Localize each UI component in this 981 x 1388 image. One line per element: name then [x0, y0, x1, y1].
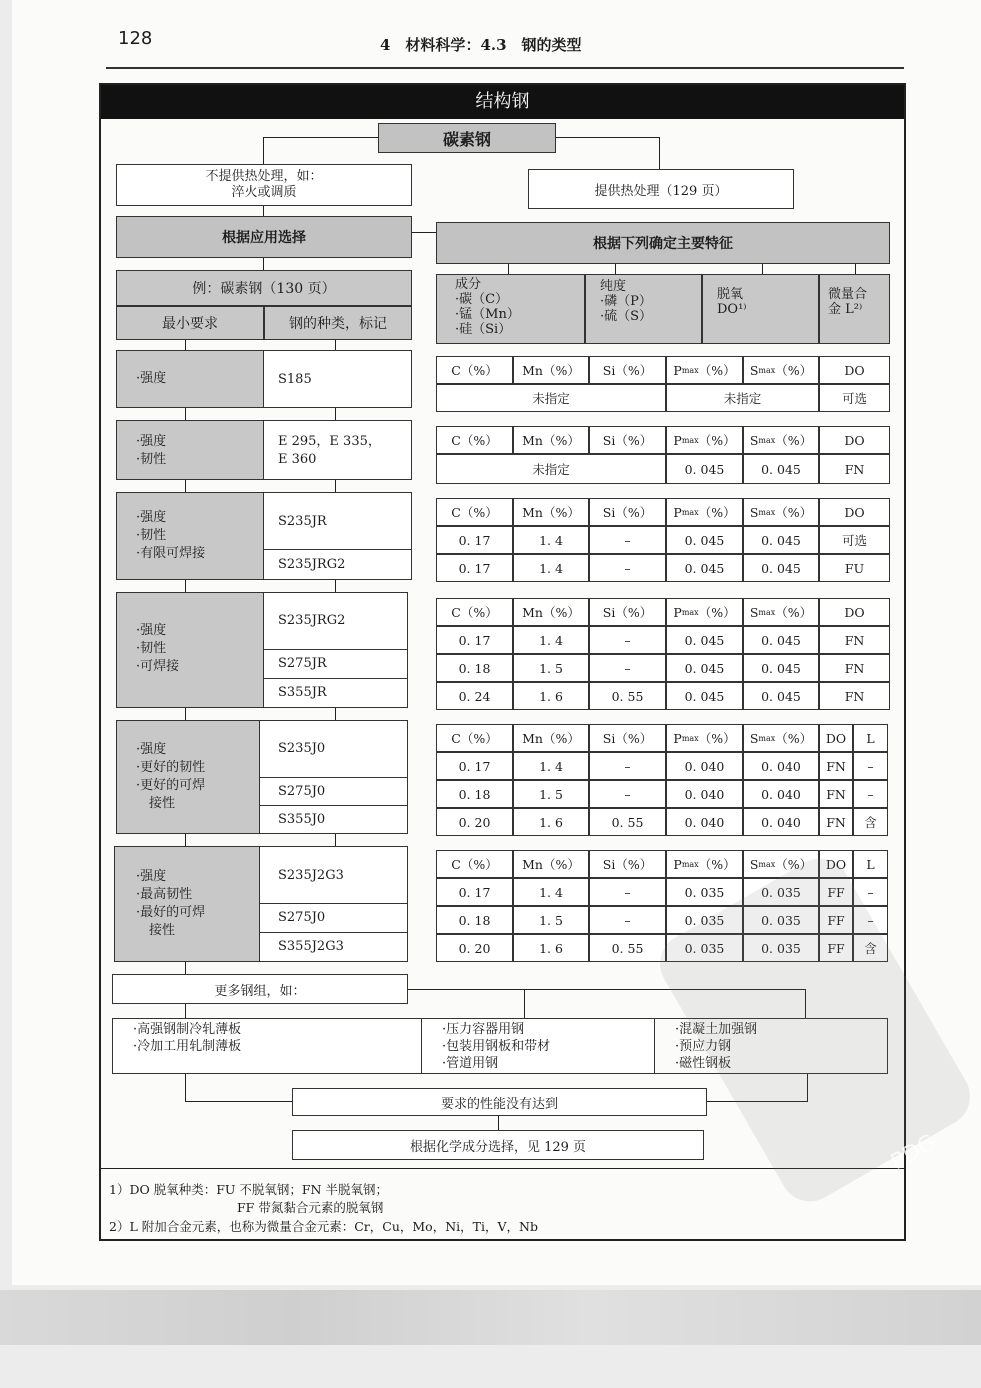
p-cell: 0. 045 — [666, 654, 743, 682]
connector — [185, 834, 186, 846]
p-cell: 0. 045 — [666, 454, 743, 484]
si-cell: – — [589, 906, 666, 934]
connector — [659, 137, 660, 169]
do-cell: FU — [819, 554, 890, 582]
mn-cell: 1. 6 — [513, 808, 589, 836]
do-cell: FN — [819, 454, 890, 484]
footnote-2: 2）L 附加合金元素，也称为微量合金元素：Cr，Cu，Mo，Ni，Ti，V，Nb — [109, 1219, 538, 1234]
p-cell: 0. 035 — [666, 934, 743, 962]
col-pmax: P max （%） — [666, 498, 743, 526]
props-text-2: ·强度 ·韧性 — [136, 434, 167, 467]
col-mn: Mn（%） — [513, 498, 589, 526]
col-smax: S max （%） — [743, 426, 819, 454]
do-cell: FF — [819, 878, 853, 906]
steel-name: S235JRG2 — [278, 557, 346, 572]
footnote-1b: FF 带氮黏合元素的脱氧钢 — [237, 1200, 384, 1215]
connector — [335, 834, 336, 846]
col-mn: Mn（%） — [513, 598, 589, 626]
determine-features: 根据下列确定主要特征 — [436, 222, 890, 264]
s-cell: 0. 045 — [743, 654, 819, 682]
c-cell: 0. 20 — [436, 934, 513, 962]
no-heat-treatment-box: 不提供热处理，如： 淬火或调质 — [116, 164, 412, 206]
header-rule — [106, 67, 904, 69]
col-pmax: P max （%） — [666, 426, 743, 454]
col-smax: S max （%） — [743, 356, 819, 384]
c-cell: 0. 17 — [436, 526, 513, 554]
l-cell: – — [853, 780, 888, 808]
do-cell: FN — [819, 808, 853, 836]
more-col-3: ·混凝土加强钢 ·预应力钢 ·磁性钢板 — [655, 1018, 888, 1074]
mn-cell: 1. 6 — [513, 934, 589, 962]
p-cell: 0. 035 — [666, 878, 743, 906]
props-text-5: ·强度 ·更好的韧性 ·更好的可焊 接性 — [136, 742, 206, 811]
l-cell: – — [853, 752, 888, 780]
mn-cell: 1. 5 — [513, 906, 589, 934]
p-cell: 0. 040 — [666, 752, 743, 780]
connector — [185, 962, 186, 974]
col-do: DO — [819, 724, 853, 752]
do-cell: FF — [819, 906, 853, 934]
l-cell: – — [853, 906, 888, 934]
si-cell: 0. 55 — [589, 934, 666, 962]
props-text-4: ·强度 ·韧性 ·可焊接 — [136, 623, 180, 674]
connector — [185, 408, 186, 420]
col-l: L — [853, 724, 888, 752]
connector — [335, 580, 336, 592]
carbon-steel-node: 碳素钢 — [378, 123, 556, 153]
col-si: Si（%） — [589, 724, 666, 752]
c-cell: 0. 24 — [436, 682, 513, 710]
l-cell: – — [853, 878, 888, 906]
s-cell: 0. 045 — [743, 682, 819, 710]
deox-header: 脱氧 DO¹⁾ — [702, 274, 819, 344]
steel-type-header: 钢的种类，标记 — [264, 306, 412, 340]
col-si: Si（%） — [589, 426, 666, 454]
steel-name: S355J2G3 — [278, 939, 344, 954]
mn-cell: 1. 5 — [513, 654, 589, 682]
connector — [335, 480, 336, 492]
s-cell: 0. 045 — [743, 454, 819, 484]
more-groups-box: 更多钢组，如： — [112, 974, 408, 1004]
s-cell: 0. 035 — [743, 906, 819, 934]
steel-name: S275J0 — [278, 910, 326, 925]
steel-name: S275J0 — [278, 784, 326, 799]
more-col-1: ·高强钢制冷轧薄板 ·冷加工用轧制薄板 — [112, 1018, 422, 1074]
connector — [185, 1101, 292, 1102]
chapter-title: 4 材料科学：4.3 钢的类型 — [380, 36, 582, 54]
mn-cell: 1. 4 — [513, 878, 589, 906]
connector — [412, 232, 436, 233]
steel-name: S275JR — [278, 656, 327, 671]
col-mn: Mn（%） — [513, 426, 589, 454]
p-cell: 0. 045 — [666, 526, 743, 554]
mn-cell: 1. 6 — [513, 682, 589, 710]
si-cell: – — [589, 626, 666, 654]
l-cell: 含 — [853, 934, 888, 962]
p-cell: 0. 040 — [666, 780, 743, 808]
col-si: Si（%） — [589, 598, 666, 626]
unspecified-cell: 未指定 — [666, 384, 819, 412]
si-cell: – — [589, 780, 666, 808]
col-pmax: P max （%） — [666, 356, 743, 384]
steel-name: S235JRG2 — [278, 613, 346, 628]
props-text-6: ·强度 ·最高韧性 ·最好的可焊 接性 — [136, 869, 206, 938]
col-c: C（%） — [436, 426, 513, 454]
col-smax: S max （%） — [743, 850, 819, 878]
c-cell: 0. 17 — [436, 752, 513, 780]
si-cell: – — [589, 526, 666, 554]
connector — [185, 1004, 186, 1018]
steel-name: S185 — [278, 372, 312, 387]
do-cell: FN — [819, 752, 853, 780]
do-cell: FN — [819, 780, 853, 808]
do-cell: FN — [819, 626, 890, 654]
micro-header: 微量合 金 L²⁾ — [819, 274, 890, 344]
do-cell: 可选 — [819, 526, 890, 554]
col-do: DO — [819, 498, 890, 526]
connector — [185, 708, 186, 720]
steel-name: E 295，E 335， E 360 — [278, 434, 381, 467]
composition-header: 成分 ·碳（C） ·锰（Mn） ·硅（Si） — [436, 274, 585, 344]
do-cell: FN — [819, 654, 890, 682]
c-cell: 0. 18 — [436, 780, 513, 808]
example-header: 例：碳素钢（130 页） — [116, 270, 412, 306]
connector — [335, 340, 336, 350]
select-by-application: 根据应用选择 — [116, 216, 412, 258]
connector — [335, 708, 336, 720]
scan-edge-strip — [0, 1290, 981, 1345]
connector — [185, 580, 186, 592]
connector — [263, 258, 264, 270]
col-c: C（%） — [436, 724, 513, 752]
col-do: DO — [819, 426, 890, 454]
s-cell: 0. 045 — [743, 554, 819, 582]
connector — [263, 206, 264, 216]
s-cell: 0. 040 — [743, 780, 819, 808]
p-cell: 0. 045 — [666, 682, 743, 710]
col-c: C（%） — [436, 498, 513, 526]
col-si: Si（%） — [589, 356, 666, 384]
connector — [185, 340, 186, 350]
si-cell: – — [589, 878, 666, 906]
heat-treatment-box: 提供热处理（129 页） — [528, 169, 794, 209]
connector — [524, 989, 525, 1018]
s-cell: 0. 045 — [743, 526, 819, 554]
col-smax: S max （%） — [743, 724, 819, 752]
mn-cell: 1. 4 — [513, 626, 589, 654]
col-do: DO — [819, 850, 853, 878]
steel-name: S355JR — [278, 685, 327, 700]
banner-title: 结构钢 — [101, 85, 904, 119]
purity-header: 纯度 ·磷（P） ·硫（S） — [585, 274, 702, 344]
s-cell: 0. 035 — [743, 934, 819, 962]
col-c: C（%） — [436, 850, 513, 878]
col-smax: S max （%） — [743, 598, 819, 626]
connector — [263, 137, 264, 164]
props-text-1: ·强度 — [136, 371, 167, 386]
more-col-2: ·压力容器用钢 ·包装用钢板和带材 ·管道用钢 — [422, 1018, 655, 1074]
c-cell: 0. 17 — [436, 626, 513, 654]
si-cell: – — [589, 554, 666, 582]
page-number: 128 — [118, 28, 153, 49]
connector — [498, 1116, 499, 1130]
col-mn: Mn（%） — [513, 724, 589, 752]
mn-cell: 1. 5 — [513, 780, 589, 808]
props-text-3: ·强度 ·韧性 ·有限可焊接 — [136, 510, 206, 561]
do-cell: 可选 — [819, 384, 890, 412]
connector — [855, 264, 856, 274]
do-cell: FN — [819, 682, 890, 710]
s-cell: 0. 040 — [743, 752, 819, 780]
col-do: DO — [819, 598, 890, 626]
col-smax: S max （%） — [743, 498, 819, 526]
l-cell: 含 — [853, 808, 888, 836]
connector — [762, 264, 763, 274]
connector — [263, 137, 378, 138]
p-cell: 0. 045 — [666, 554, 743, 582]
si-cell: 0. 55 — [589, 682, 666, 710]
col-do: DO — [819, 356, 890, 384]
mn-cell: 1. 4 — [513, 752, 589, 780]
col-pmax: P max （%） — [666, 598, 743, 626]
col-pmax: P max （%） — [666, 724, 743, 752]
do-cell: FF — [819, 934, 853, 962]
c-cell: 0. 18 — [436, 654, 513, 682]
col-mn: Mn（%） — [513, 850, 589, 878]
connector — [615, 264, 616, 274]
connector — [335, 408, 336, 420]
c-cell: 0. 17 — [436, 554, 513, 582]
c-cell: 0. 18 — [436, 906, 513, 934]
mn-cell: 1. 4 — [513, 526, 589, 554]
c-cell: 0. 17 — [436, 878, 513, 906]
p-cell: 0. 045 — [666, 626, 743, 654]
si-cell: – — [589, 752, 666, 780]
s-cell: 0. 035 — [743, 878, 819, 906]
col-c: C（%） — [436, 356, 513, 384]
unspecified-cell: 未指定 — [436, 384, 666, 412]
steel-name: S235J2G3 — [278, 868, 344, 883]
footnote-1a: 1）DO 脱氧种类：FU 不脱氧钢；FN 半脱氧钢； — [109, 1182, 388, 1197]
mn-cell: 1. 4 — [513, 554, 589, 582]
chem-select-box: 根据化学成分选择，见 129 页 — [292, 1130, 704, 1160]
steel-name: S235JR — [278, 514, 327, 529]
connector — [185, 1074, 186, 1102]
connector — [185, 480, 186, 492]
watermark-text: PDG — [886, 1129, 941, 1176]
col-l: L — [853, 850, 888, 878]
unspecified-cell: 未指定 — [436, 454, 666, 484]
c-cell: 0. 20 — [436, 808, 513, 836]
col-pmax: P max （%） — [666, 850, 743, 878]
steel-name: S355J0 — [278, 812, 326, 827]
col-mn: Mn（%） — [513, 356, 589, 384]
s-cell: 0. 045 — [743, 626, 819, 654]
si-cell: 0. 55 — [589, 808, 666, 836]
not-met-box: 要求的性能没有达到 — [292, 1088, 707, 1116]
min-req-header: 最小要求 — [116, 306, 264, 340]
col-si: Si（%） — [589, 850, 666, 878]
connector — [508, 264, 509, 274]
connector — [556, 137, 659, 138]
col-c: C（%） — [436, 598, 513, 626]
p-cell: 0. 040 — [666, 808, 743, 836]
p-cell: 0. 035 — [666, 906, 743, 934]
s-cell: 0. 040 — [743, 808, 819, 836]
steel-name: S235J0 — [278, 741, 326, 756]
si-cell: – — [589, 654, 666, 682]
col-si: Si（%） — [589, 498, 666, 526]
